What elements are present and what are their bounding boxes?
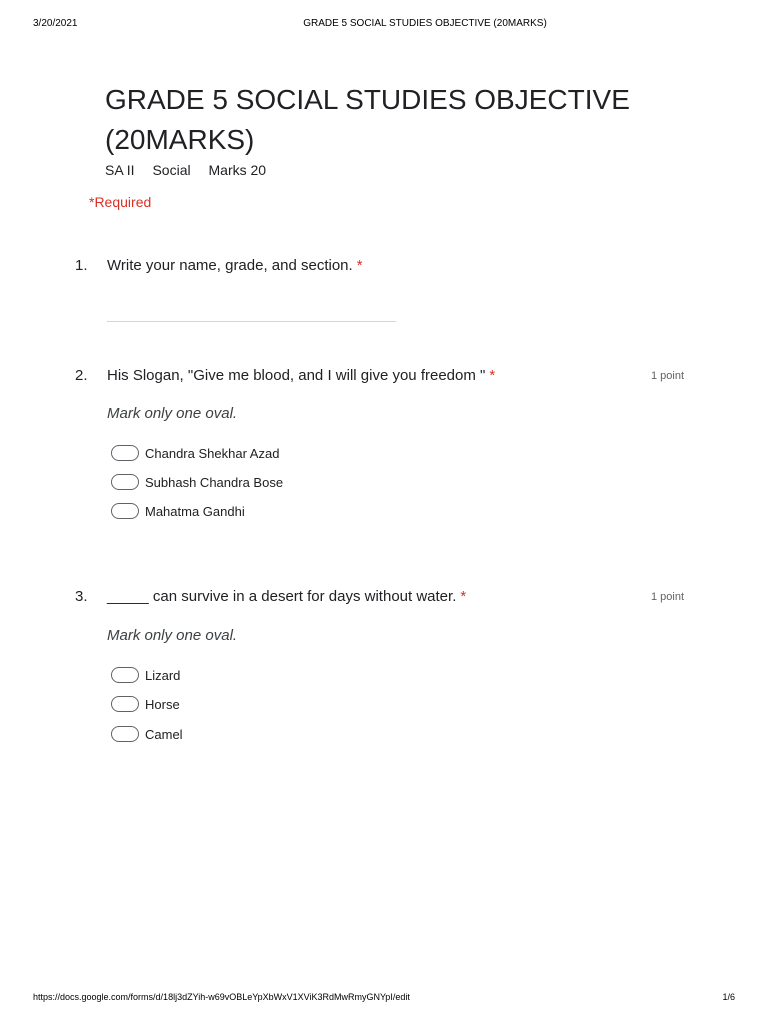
form-description-part: Marks 20 [208,162,267,178]
question-label: Write your name, grade, and section. [107,257,353,274]
question-text [107,588,466,605]
option-horse[interactable] [111,694,180,714]
question-text [107,257,363,274]
option-label: Lizard [145,667,181,683]
print-doc-title: GRADE 5 SOCIAL STUDIES OBJECTIVE (20MARKS) [303,18,547,29]
option-lizard[interactable] [111,665,180,685]
mark-instruction: Mark only one oval. [107,627,238,644]
print-date: 3/20/2021 [33,18,78,29]
radio-oval[interactable] [111,696,139,712]
option-label: Mahatma Gandhi [145,503,245,519]
question-label: His Slogan, "Give me blood, and I will give you freedom " [107,367,486,384]
form-description [105,162,280,178]
mark-instruction: Mark only one oval. [107,405,238,422]
option-label: Horse [145,696,180,712]
option-mahatma-gandhi[interactable] [111,501,245,521]
radio-oval[interactable] [111,726,139,742]
form-title: GRADE 5 SOCIAL STUDIES OBJECTIVE (20MARKS) [105,84,630,155]
option-label: Subhash Chandra Bose [145,474,284,490]
form-description-part: Social [152,162,191,178]
required-asterisk: * [356,257,363,274]
option-label: Chandra Shekhar Azad [145,445,280,461]
radio-oval[interactable] [111,474,139,490]
print-header [0,18,768,32]
option-subhash-chandra-bose[interactable] [111,472,283,492]
question-number: 3. [75,588,88,605]
question-label: _____ can survive in a desert for days without water. [107,588,457,605]
short-answer-input[interactable] [107,321,396,322]
question-number: 1. [75,257,88,274]
option-chandra-shekhar-azad[interactable] [111,443,279,463]
option-camel[interactable] [111,724,183,744]
required-asterisk: * [460,588,467,605]
form-description-part: SA II [105,162,135,178]
question-number: 2. [75,367,88,384]
page-number: 1/6 [722,992,735,1002]
required-asterisk: * [489,367,496,384]
question-points: 1 point [650,370,684,382]
question-points: 1 point [650,591,684,603]
radio-oval[interactable] [111,445,139,461]
print-url: https://docs.google.com/forms/d/18lj3dZYih-w69vOBLeYpXbWxV1XViK3RdMwRmyGNYpI/edit [33,992,410,1002]
radio-oval[interactable] [111,667,139,683]
radio-oval[interactable] [111,503,139,519]
question-text [107,367,495,384]
required-note: *Required [89,194,152,210]
option-label: Camel [145,726,183,742]
